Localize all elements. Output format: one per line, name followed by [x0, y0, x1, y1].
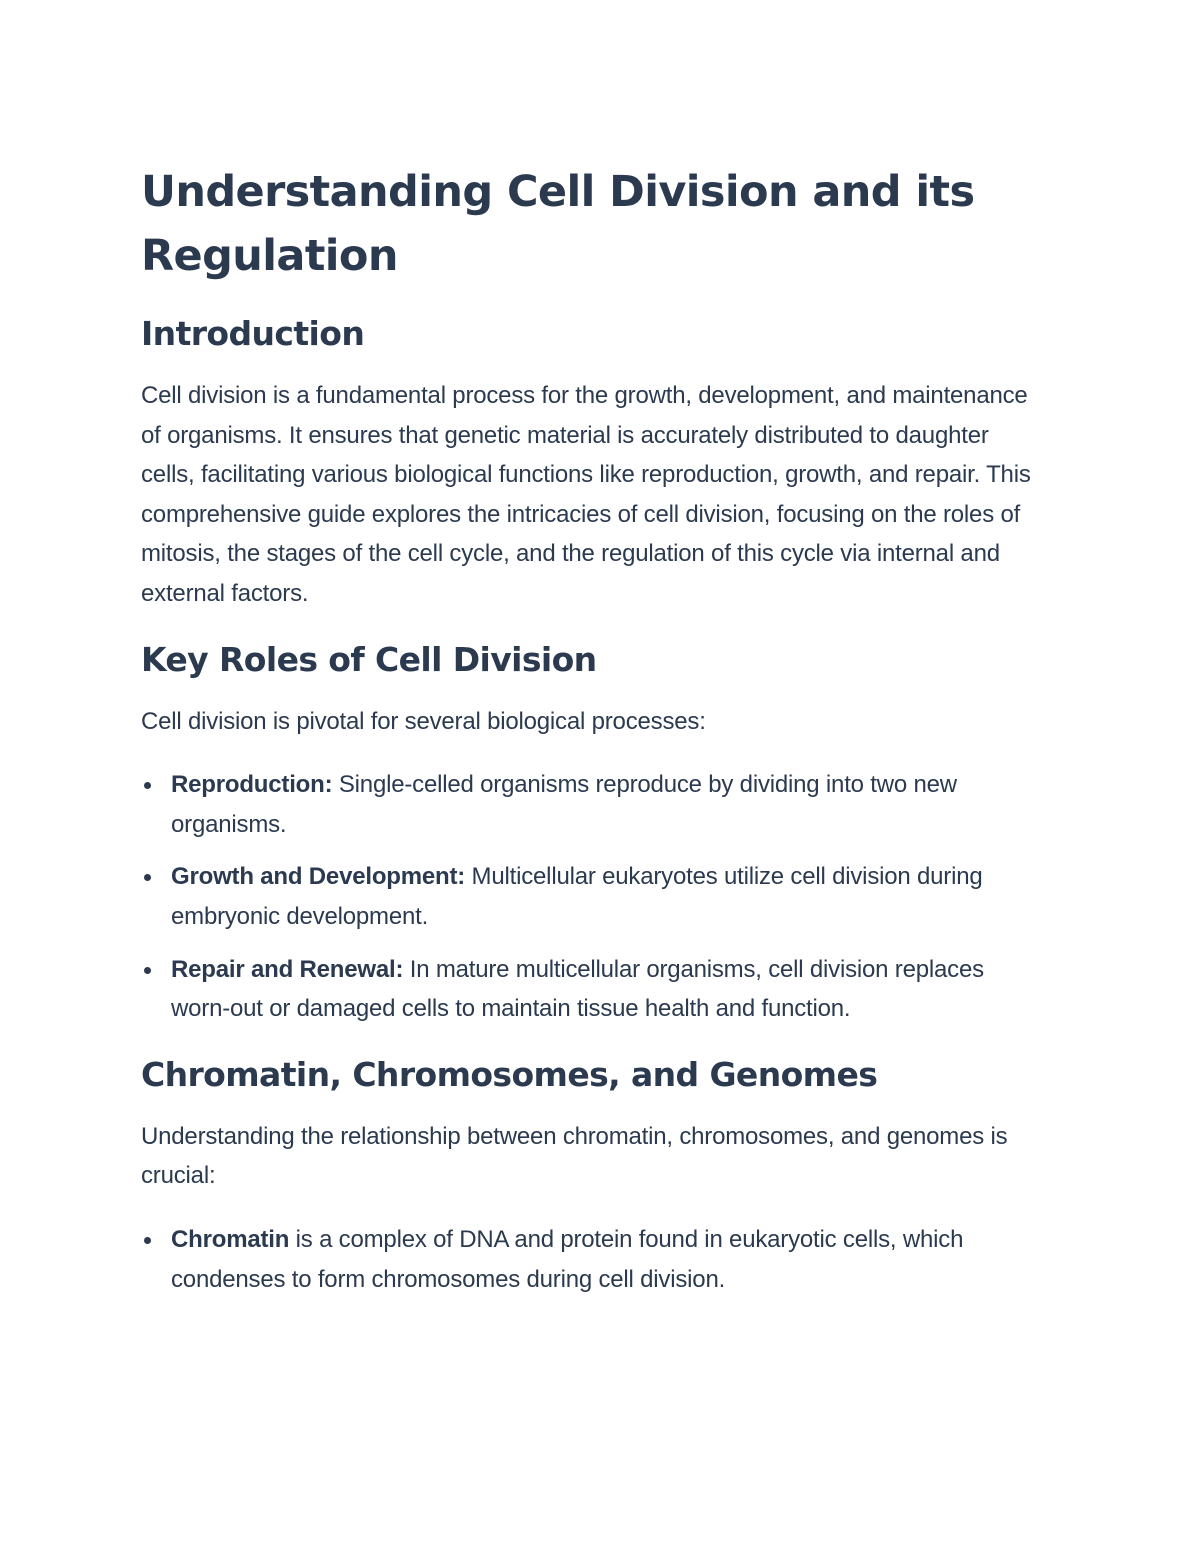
section-intro: Cell division is pivotal for several biological processes:: [141, 707, 706, 735]
list-item-term: Growth and Development:: [171, 863, 466, 891]
section-key-roles: [141, 638, 1046, 1029]
bullet-icon: [144, 967, 151, 974]
list-item: [141, 950, 1046, 1029]
bullet-icon: [144, 782, 151, 789]
bullet-list: [141, 765, 1046, 1029]
list-item: [141, 857, 1046, 936]
section-introduction: [141, 312, 1046, 614]
section-heading: Introduction: [141, 314, 365, 353]
list-item: [141, 765, 1046, 844]
document-page: [141, 160, 1046, 1323]
list-item-term: Chromatin: [171, 1225, 290, 1253]
bullet-icon: [144, 874, 151, 881]
list-item-term: Reproduction:: [171, 771, 333, 799]
list-item-term: Repair and Renewal:: [171, 955, 404, 983]
list-item: [141, 1220, 1046, 1299]
section-heading: Key Roles of Cell Division: [141, 639, 597, 679]
section-chromatin: [141, 1053, 1046, 1299]
document-title: Understanding Cell Division and its Regulation: [141, 167, 975, 281]
section-intro: Understanding the relationship between chromatin, chromosomes, and genomes is crucial:: [141, 1122, 1008, 1190]
list-item-text: Multicellular eukaryotes utilize cell division during embryonic development.: [171, 863, 983, 930]
bullet-list: [141, 1220, 1046, 1299]
section-paragraph: Cell division is a fundamental process for the growth, development, and maintenance of organisms. It ensures that genetic material is accurately distributed to daughter cells, facilitating various biological functions like reproduction, growth, and repair. This comprehensive guide explores the intricacies of cell division, focusing on the roles of mitosis, the stages of the cell cycle, and the regulation of this cycle via internal and external factors.: [141, 382, 1031, 607]
section-heading: Chromatin, Chromosomes, and Genomes: [141, 1054, 878, 1094]
list-item-text: is a complex of DNA and protein found in eukaryotic cells, which condenses to form chromosomes during cell division.: [171, 1225, 964, 1293]
list-item-text: In mature multicellular organisms, cell division replaces worn-out or damaged cells to maintain tissue health and function.: [171, 955, 984, 1023]
list-item-text: Single-celled organisms reproduce by dividing into two new organisms.: [171, 771, 957, 838]
bullet-icon: [144, 1237, 151, 1244]
